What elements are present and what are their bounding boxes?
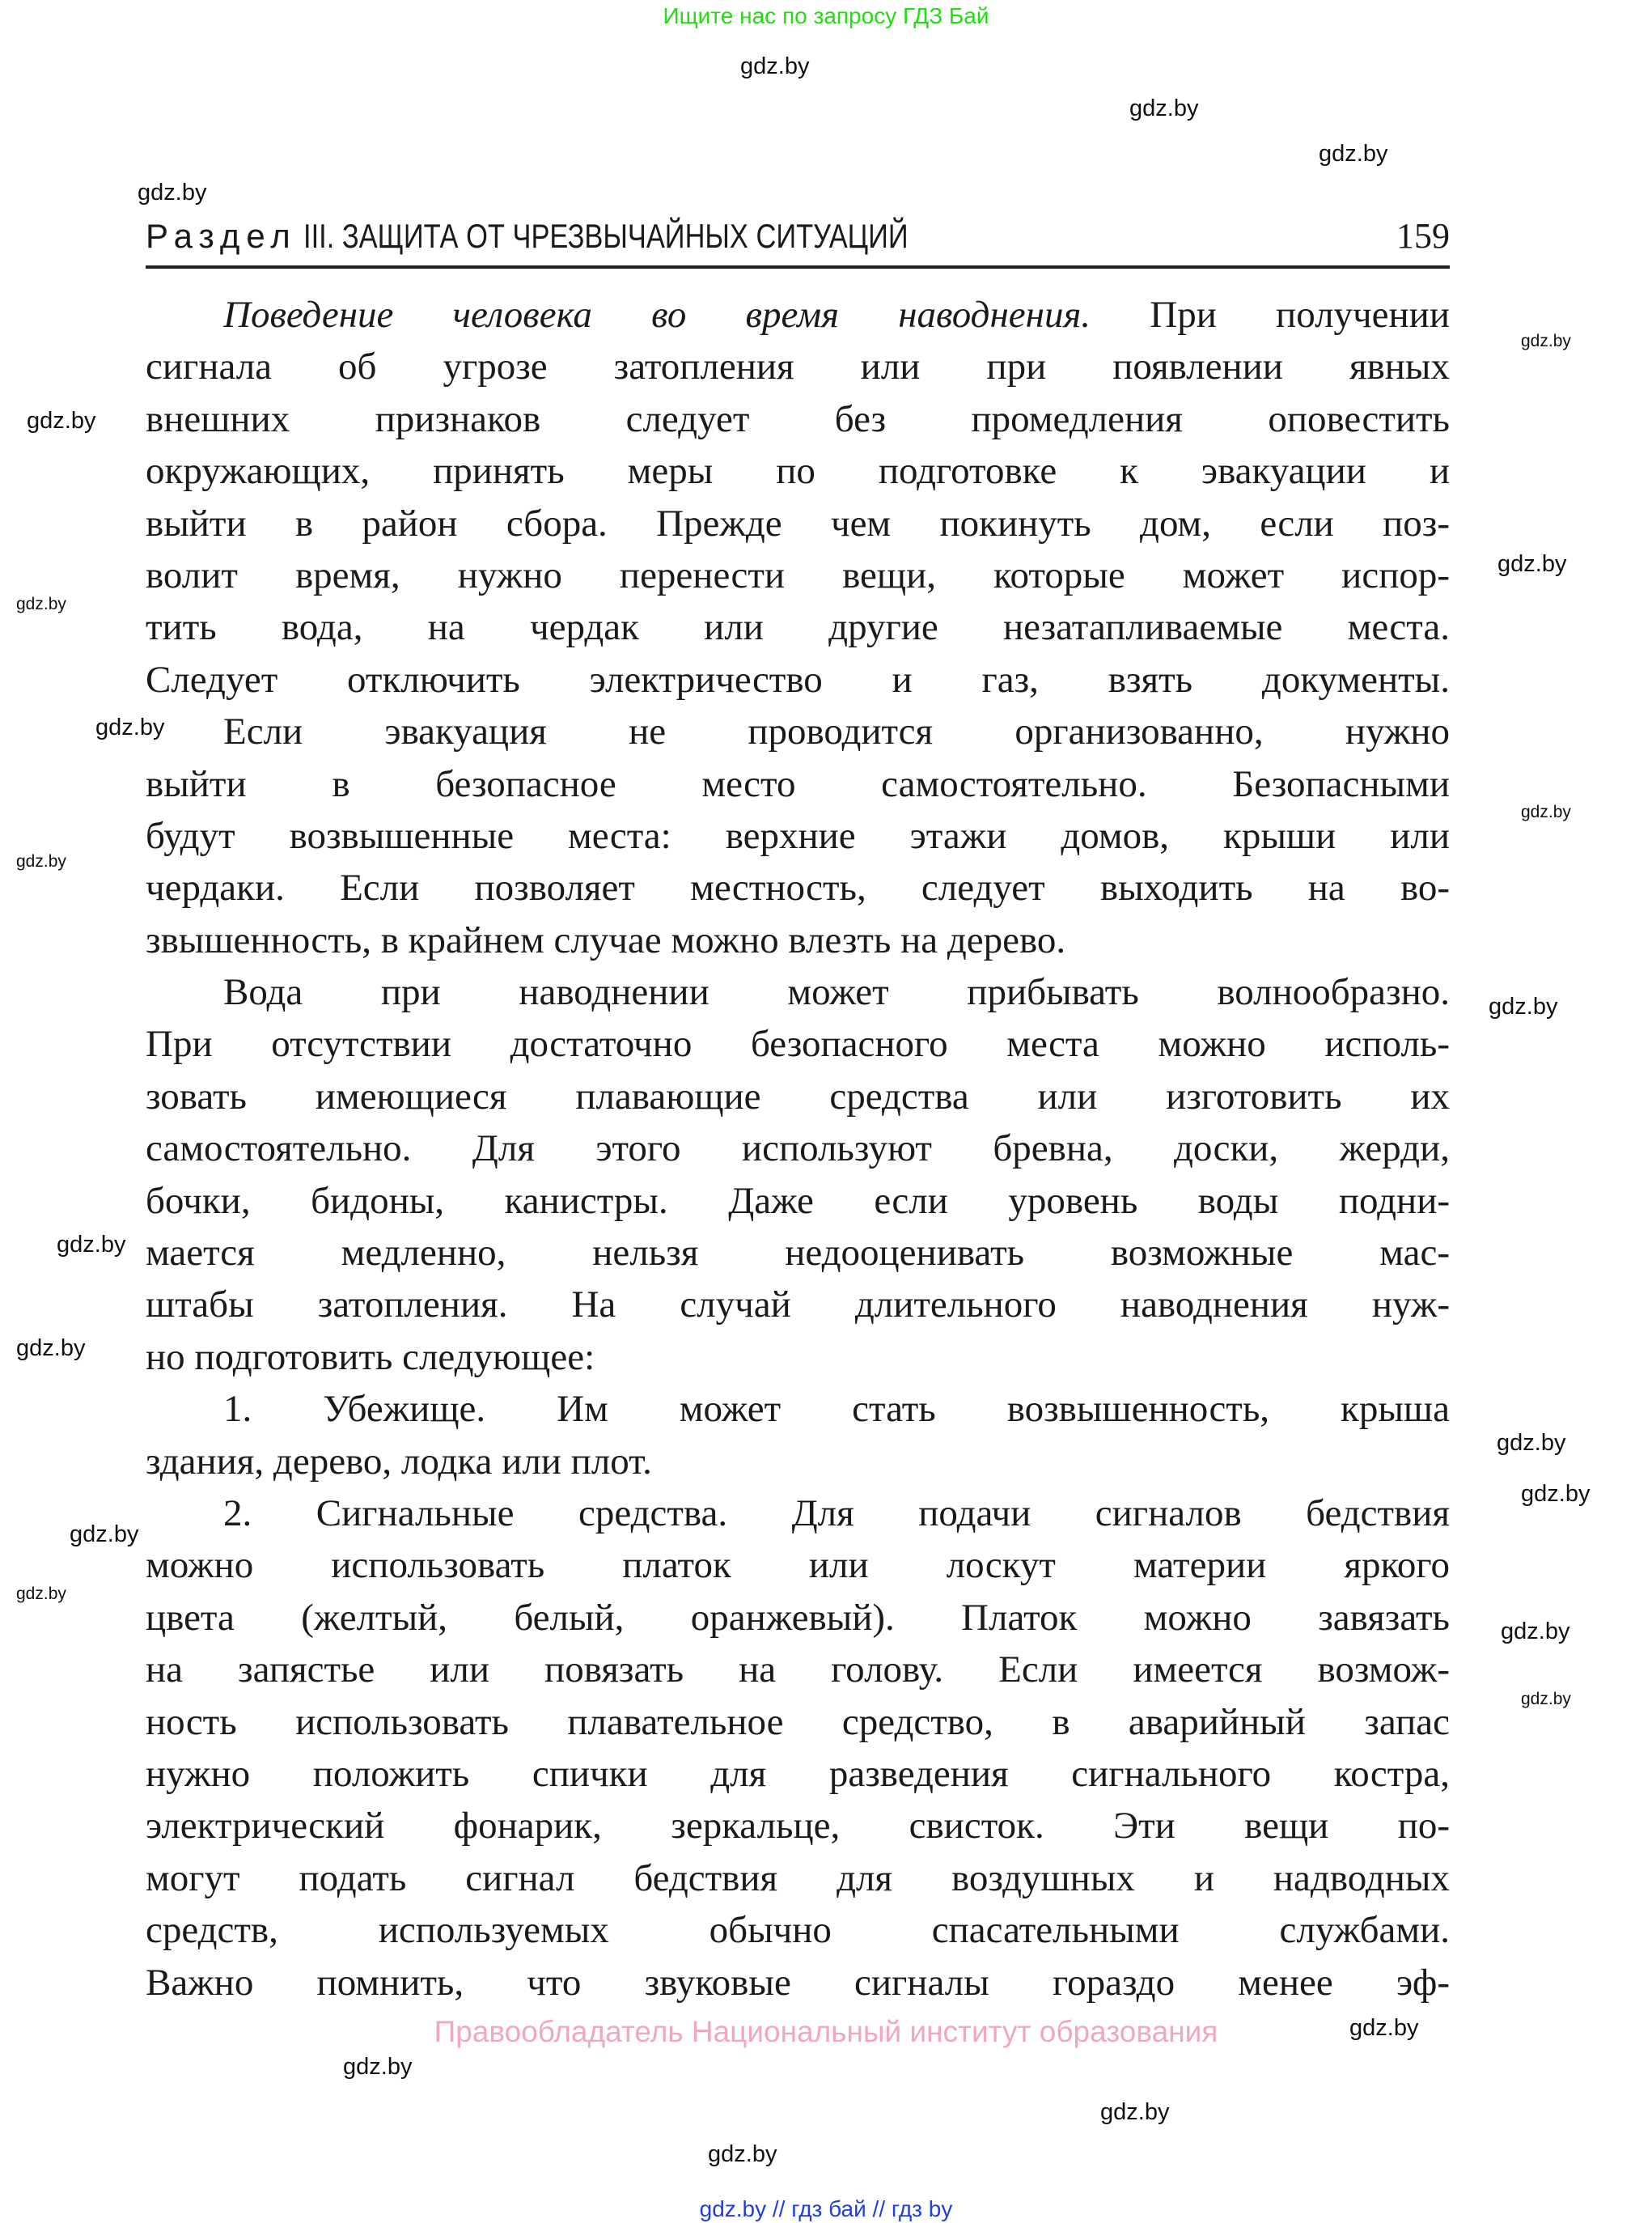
- line-text: но подготовить следующее:: [146, 1335, 595, 1378]
- text-line: [146, 862, 1450, 914]
- line-text: электрический фонарик, зеркальце, свисток. Эти вещи по-: [146, 1805, 1450, 1848]
- text-line: [146, 1436, 1450, 1487]
- text-line: [146, 654, 1450, 706]
- line-text: на запястье или повязать на голову. Если имеется возмож-: [146, 1648, 1450, 1691]
- watermark: gdz.by: [1521, 1690, 1571, 1708]
- line-text: Если эвакуация не проводится организованно, нужно: [223, 711, 1450, 753]
- text-line: [146, 445, 1450, 497]
- watermark: gdz.by: [95, 715, 165, 740]
- text-line: [146, 341, 1450, 392]
- text-line: [146, 498, 1450, 549]
- text-line: [146, 1175, 1450, 1227]
- watermark: gdz.by: [16, 852, 66, 871]
- line-text: волит время, нужно перенести вещи, которые может испор-: [146, 554, 1450, 596]
- text-line: [146, 1487, 1450, 1539]
- line-text: будут возвышенные места: верхние этажи домов, крыши или: [146, 814, 1450, 857]
- text-line: [146, 1018, 1450, 1070]
- text-line: [146, 810, 1450, 862]
- line-text: Следует отключить электричество и газ, взять документы.: [146, 658, 1450, 701]
- text-line: [146, 1644, 1450, 1695]
- watermark: gdz.by: [1129, 95, 1199, 121]
- line-text: зовать имеющиеся плавающие средства или изготовить их: [146, 1075, 1450, 1118]
- line-text: можно использовать платок или лоскут материи яркого: [146, 1544, 1450, 1587]
- watermark: gdz.by: [1501, 1618, 1570, 1644]
- text-line: [146, 601, 1450, 653]
- watermark: gdz.by: [57, 1232, 126, 1258]
- italic-heading: Поведение человека во время наводнения.: [223, 294, 1091, 336]
- text-line: [146, 1748, 1450, 1800]
- text-line: [146, 1852, 1450, 1904]
- watermark: gdz.by: [1521, 1481, 1591, 1507]
- watermark: gdz.by: [1100, 2099, 1170, 2125]
- line-text: нужно положить спички для разведения сигнального костра,: [146, 1752, 1450, 1795]
- watermark: gdz.by: [16, 1585, 66, 1603]
- line-text: мается медленно, нельзя недооценивать возможные мас-: [146, 1232, 1450, 1275]
- line-text: штабы затопления. На случай длительного наводнения нуж-: [146, 1283, 1450, 1326]
- watermark: gdz.by: [1521, 332, 1571, 350]
- watermark: gdz.by: [16, 595, 66, 613]
- text-line: [146, 393, 1450, 445]
- watermark: gdz.by: [1497, 1430, 1566, 1456]
- watermark: gdz.by: [740, 53, 810, 79]
- section-title: III. ЗАЩИТА ОТ ЧРЕЗВЫЧАЙНЫХ СИТУАЦИЙ: [303, 217, 909, 255]
- text-line: [146, 1696, 1450, 1748]
- line-text: 2. Сигнальные средства. Для подачи сигналов бедствия: [223, 1491, 1450, 1534]
- watermark: gdz.by: [70, 1521, 139, 1547]
- text-line: [146, 1539, 1450, 1591]
- line-text: могут подать сигнал бедствия для воздушных и надводных: [146, 1856, 1450, 1899]
- page-number: 159: [1396, 216, 1450, 256]
- running-header: [146, 215, 1450, 264]
- text-line: [146, 289, 1450, 341]
- line-text: сигнала об угрозе затопления или при появлении явных: [146, 346, 1450, 388]
- line-text: При отсутствии достаточно безопасного места можно исполь-: [146, 1023, 1450, 1066]
- footer-links[interactable]: gdz.by // гдз бай // гдз by: [699, 2196, 953, 2221]
- text-line: [146, 1383, 1450, 1435]
- text-line: [146, 1592, 1450, 1644]
- watermark: gdz.by: [343, 2054, 413, 2080]
- line-text: чердаки. Если позволяет местность, следует выходить на во-: [146, 867, 1450, 910]
- body-text: [146, 289, 1450, 2009]
- text-line: [146, 914, 1450, 966]
- text-line: [146, 1904, 1450, 1956]
- watermark: gdz.by: [1349, 2015, 1419, 2041]
- line-text: выйти в безопасное место самостоятельно. Безопасными: [146, 762, 1450, 805]
- watermark: gdz.by: [27, 408, 96, 434]
- line-text: 1. Убежище. Им может стать возвышенность, крыша: [223, 1388, 1450, 1431]
- watermark: gdz.by: [1489, 994, 1558, 1020]
- text-line: [146, 1227, 1450, 1279]
- header-rule: [146, 265, 1450, 269]
- text-line: [146, 966, 1450, 1018]
- text-line: [146, 1957, 1450, 2009]
- line-text: цвета (желтый, белый, оранжевый). Платок можно завязать: [146, 1596, 1450, 1639]
- promo-banner[interactable]: Ищите нас по запросу ГДЗ Бай: [663, 3, 989, 28]
- line-text: Вода при наводнении может прибывать волнообразно.: [223, 971, 1450, 1014]
- section-heading: [146, 217, 1041, 256]
- text-line: [146, 758, 1450, 810]
- section-word: Раздел: [146, 217, 297, 255]
- watermark: gdz.by: [708, 2141, 777, 2167]
- line-text: тить вода, на чердак или другие незатапливаемые места.: [146, 606, 1450, 649]
- text-line: [146, 1071, 1450, 1122]
- line-text: внешних признаков следует без промедления оповестить: [146, 397, 1450, 440]
- watermark: gdz.by: [16, 1335, 86, 1361]
- text-line: [146, 1800, 1450, 1852]
- line-text: При получении: [1091, 294, 1450, 336]
- text-line: [146, 706, 1450, 757]
- line-text: бочки, бидоны, канистры. Даже если уровень воды подни-: [146, 1179, 1450, 1222]
- text-line: [146, 1122, 1450, 1174]
- line-text: окружающих, принять меры по подготовке к эвакуации и: [146, 450, 1450, 493]
- line-text: здания, дерево, лодка или плот.: [146, 1440, 652, 1483]
- text-line: [146, 1279, 1450, 1330]
- line-text: звышенность, в крайнем случае можно влезть на дерево.: [146, 918, 1066, 961]
- watermark: gdz.by: [1319, 141, 1388, 167]
- watermark: gdz.by: [1521, 803, 1571, 821]
- line-text: ность использовать плавательное средство, в аварийный запас: [146, 1700, 1450, 1743]
- line-text: средств, используемых обычно спасательными службами.: [146, 1909, 1450, 1952]
- watermark: gdz.by: [138, 180, 207, 206]
- line-text: Важно помнить, что звуковые сигналы гораздо менее эф-: [146, 1961, 1450, 2004]
- line-text: самостоятельно. Для этого используют бревна, доски, жерди,: [146, 1127, 1450, 1170]
- text-line: [146, 549, 1450, 601]
- line-text: выйти в район сбора. Прежде чем покинуть дом, если поз-: [146, 502, 1450, 545]
- copyright-notice: Правообладатель Национальный институт образования: [434, 2015, 1218, 2048]
- text-line: [146, 1331, 1450, 1383]
- watermark: gdz.by: [1497, 551, 1567, 577]
